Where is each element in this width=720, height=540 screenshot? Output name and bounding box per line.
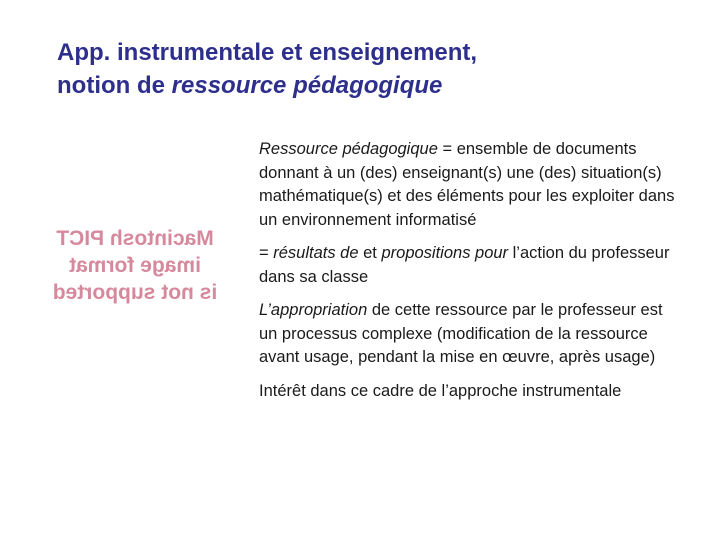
results-emphasis-2: propositions pour — [381, 244, 509, 262]
interest-text: Intérêt dans ce cadre de l’approche instrumentale — [259, 381, 622, 400]
title-line-1: App. instrumentale et enseignement, — [57, 39, 478, 66]
results-emphasis-1: résultats de — [273, 244, 359, 262]
placeholder-line-2: image format — [69, 254, 201, 277]
paragraph-appropriation — [259, 299, 679, 370]
placeholder-line-1: Macintosh PICT — [56, 227, 214, 250]
paragraph-results — [259, 242, 679, 289]
results-suffix: l’action du professeur dans sa classe — [259, 244, 670, 286]
unsupported-image-placeholder — [30, 225, 240, 306]
placeholder-line-3: is not supported — [52, 281, 218, 304]
title-line-2 — [57, 69, 697, 102]
body-text — [259, 138, 679, 413]
definition-text: = ensemble de documents donnant à un (des) enseignant(s) une (des) situation(s) mathématique(s) et des éléments pour les exploiter dans un environnement informatisé — [259, 140, 675, 229]
appropriation-text: de cette ressource par le professeur est un processus complexe (modification de la ressource avant usage, pendant la mise en œuvre, après usage) — [259, 301, 663, 366]
results-connector: et — [358, 244, 382, 262]
slide-title — [57, 36, 697, 102]
appropriation-term: L’appropriation — [259, 301, 368, 319]
definition-term: Ressource pédagogique — [259, 140, 438, 158]
paragraph-definition — [259, 138, 679, 232]
title-line-2-emphasis: ressource pédagogique — [171, 72, 443, 99]
title-line-2-prefix: notion de — [57, 72, 172, 99]
results-prefix: = — [259, 244, 274, 262]
paragraph-interest — [259, 380, 679, 404]
